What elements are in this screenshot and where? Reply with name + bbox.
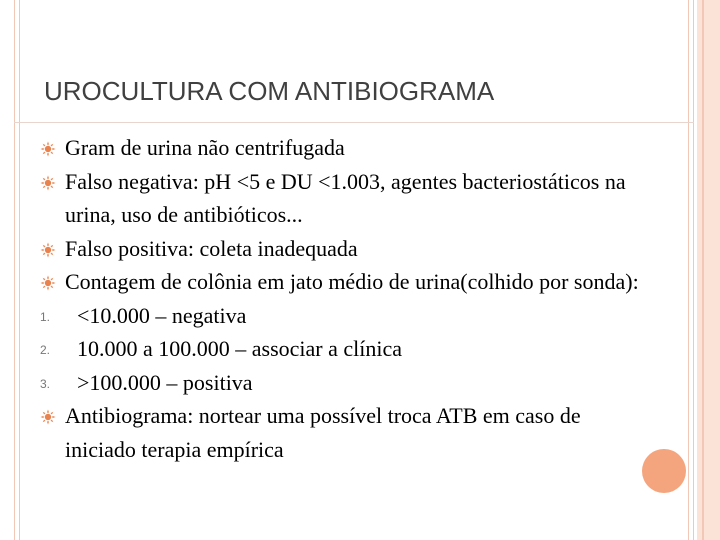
list-number: 1. bbox=[40, 309, 51, 324]
list-item bbox=[40, 131, 650, 165]
list-number: 3. bbox=[40, 376, 51, 391]
right-strip-line bbox=[702, 0, 704, 540]
slide-title: UROCULTURA COM ANTIBIOGRAMA bbox=[44, 76, 495, 106]
list-item bbox=[40, 399, 650, 466]
sun-icon bbox=[40, 165, 60, 199]
list-item-text: 10.000 a 100.000 – associar a clínica bbox=[77, 336, 403, 361]
list-item-text: Antibiograma: nortear uma possível troca ATB em caso de iniciado terapia empírica bbox=[65, 403, 581, 462]
decorative-circle bbox=[642, 449, 686, 493]
list-item-text: Falso negativa: pH <5 e DU <1.003, agentes bacteriostáticos na urina, uso de antibióticos... bbox=[65, 168, 626, 227]
list-item bbox=[40, 165, 650, 232]
sun-icon bbox=[40, 265, 60, 299]
sun-icon bbox=[40, 131, 60, 165]
list-number: 2. bbox=[40, 343, 51, 357]
list-item-numbered bbox=[40, 299, 650, 333]
list-item-text: Falso positiva: coleta inadequada bbox=[65, 235, 358, 261]
bullet-list bbox=[40, 131, 650, 466]
list-item bbox=[40, 232, 650, 266]
right-decorative-strip bbox=[697, 0, 720, 540]
list-item-text: <10.000 – negativa bbox=[77, 302, 247, 328]
sun-icon bbox=[40, 232, 60, 266]
list-item-numbered bbox=[40, 366, 650, 400]
list-item-text: >100.000 – positiva bbox=[77, 369, 253, 395]
title-divider bbox=[14, 122, 694, 123]
list-item bbox=[40, 265, 650, 299]
list-item-text: Contagem de colônia em jato médio de urina(colhido por sonda): bbox=[65, 269, 639, 294]
list-item-text: Gram de urina não centrifugada bbox=[65, 135, 345, 160]
list-item-numbered bbox=[40, 332, 650, 366]
sun-icon bbox=[40, 399, 60, 433]
